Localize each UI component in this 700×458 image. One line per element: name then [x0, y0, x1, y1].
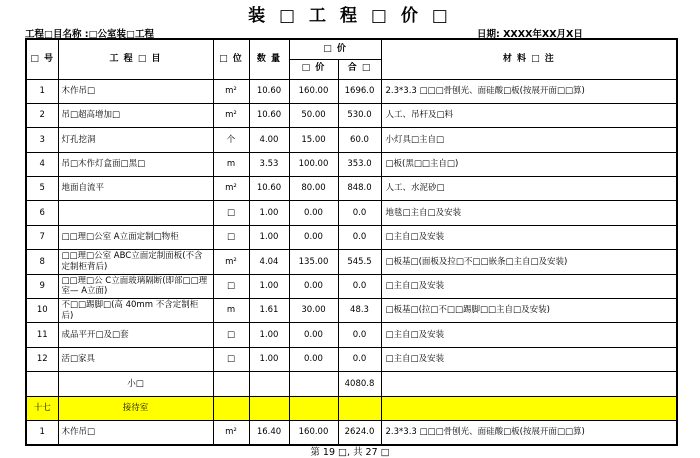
row-no: 1 — [26, 79, 58, 103]
row-qty: 10.60 — [249, 177, 289, 201]
row-item: 不□□踢脚□(高 40mm 不含定制柜后) — [58, 299, 213, 323]
row-unit: m² — [213, 420, 249, 444]
section-row — [26, 396, 677, 420]
row-remark: 2.3*3.3 □□□骨刨光、面硅酸□板(按展开面□□算) — [381, 79, 677, 103]
row-remark: □主自□及安装 — [381, 347, 677, 371]
row-qty: 1.00 — [249, 323, 289, 347]
table-row — [26, 250, 677, 274]
row-remark: 地毯□主自□及安装 — [381, 201, 677, 225]
row-item: 吊□木作灯盒面□黑□ — [58, 152, 213, 176]
page-title: 装 □ 工 程 □ 价 □ — [248, 6, 452, 26]
row-remark — [381, 396, 677, 420]
row-no: 8 — [26, 250, 58, 274]
row-no: 4 — [26, 152, 58, 176]
row-total: 530.0 — [338, 103, 381, 127]
row-unit-price — [289, 396, 338, 420]
row-no: 10 — [26, 299, 58, 323]
row-no: 3 — [26, 128, 58, 152]
row-remark: □板基□(拉□不□□踢脚□□主自□及安装) — [381, 299, 677, 323]
table-row — [26, 177, 677, 201]
info-row — [25, 26, 676, 38]
row-unit-price: 0.00 — [289, 201, 338, 225]
subtotal-row — [26, 372, 677, 396]
row-unit: m² — [213, 250, 249, 274]
table-row — [26, 152, 677, 176]
row-item — [58, 201, 213, 225]
table-row — [26, 347, 677, 371]
row-unit: m² — [213, 79, 249, 103]
header-row-1 — [26, 39, 677, 59]
table-body — [26, 79, 677, 445]
row-qty: 1.00 — [249, 347, 289, 371]
row-unit: m — [213, 299, 249, 323]
row-remark — [381, 372, 677, 396]
row-unit-price: 160.00 — [289, 79, 338, 103]
row-total: 0.0 — [338, 274, 381, 298]
row-no — [26, 372, 58, 396]
row-unit-price: 0.00 — [289, 225, 338, 249]
row-remark: 小灯具□主自□ — [381, 128, 677, 152]
row-remark: 人工、水泥砂□ — [381, 177, 677, 201]
row-qty: 1.00 — [249, 225, 289, 249]
row-unit: □ — [213, 274, 249, 298]
table-row — [26, 128, 677, 152]
table-row — [26, 201, 677, 225]
table-header — [26, 39, 677, 79]
row-qty: 16.40 — [249, 420, 289, 444]
row-unit — [213, 372, 249, 396]
row-item: 木作吊□ — [58, 79, 213, 103]
row-remark: □主自□及安装 — [381, 225, 677, 249]
row-qty: 10.60 — [249, 103, 289, 127]
header-unit: □ 位 — [213, 39, 249, 79]
row-qty: 4.00 — [249, 128, 289, 152]
row-unit-price: 135.00 — [289, 250, 338, 274]
row-item: 地面自流平 — [58, 177, 213, 201]
table-row — [26, 274, 677, 298]
header-item: 工 程 □ 目 — [58, 39, 213, 79]
row-unit: m² — [213, 103, 249, 127]
header-qty: 数 量 — [249, 39, 289, 79]
row-item: □□理□公 C立面玻璃隔断(即部□□理室— A立面) — [58, 274, 213, 298]
row-qty: 1.00 — [249, 201, 289, 225]
row-no: 7 — [26, 225, 58, 249]
row-no: 11 — [26, 323, 58, 347]
row-remark: □板(黑□□主自□) — [381, 152, 677, 176]
row-unit: m² — [213, 177, 249, 201]
row-no: 12 — [26, 347, 58, 371]
header-unit-price: □ 价 — [289, 59, 338, 79]
table-row — [26, 79, 677, 103]
row-remark: 人工、吊杆及□料 — [381, 103, 677, 127]
row-total: 0.0 — [338, 225, 381, 249]
table-row — [26, 323, 677, 347]
row-qty — [249, 372, 289, 396]
row-unit: □ — [213, 323, 249, 347]
row-no: 6 — [26, 201, 58, 225]
row-remark: □主自□及安装 — [381, 323, 677, 347]
row-qty: 1.61 — [249, 299, 289, 323]
row-item: 接待室 — [58, 396, 213, 420]
row-qty — [249, 396, 289, 420]
quotation-table — [25, 38, 678, 446]
row-total: 848.0 — [338, 177, 381, 201]
row-total — [338, 396, 381, 420]
row-no: 1 — [26, 420, 58, 444]
row-total: 0.0 — [338, 323, 381, 347]
row-unit: □ — [213, 347, 249, 371]
table-row — [26, 103, 677, 127]
row-qty: 10.60 — [249, 79, 289, 103]
row-total: 2624.0 — [338, 420, 381, 444]
row-total: 1696.0 — [338, 79, 381, 103]
row-unit-price: 0.00 — [289, 274, 338, 298]
row-unit-price: 15.00 — [289, 128, 338, 152]
row-qty: 1.00 — [249, 274, 289, 298]
row-remark: □板基□(面板及拉□不□□嵌条□主自□及安装) — [381, 250, 677, 274]
row-item: 吊□超高增加□ — [58, 103, 213, 127]
row-total: 60.0 — [338, 128, 381, 152]
header-no: □ 号 — [26, 39, 58, 79]
row-total: 4080.8 — [338, 372, 381, 396]
row-unit-price: 100.00 — [289, 152, 338, 176]
date-label: 日期: XXXX年XX月X日 — [477, 29, 583, 40]
row-item: □□理□公室 ABC立面定制面板(不含定制柜背后) — [58, 250, 213, 274]
row-no: 5 — [26, 177, 58, 201]
row-remark: □主自□及安装 — [381, 274, 677, 298]
row-item: 木作吊□ — [58, 420, 213, 444]
table-row — [26, 420, 677, 444]
row-unit-price — [289, 372, 338, 396]
row-no: 9 — [26, 274, 58, 298]
row-item: 小□ — [58, 372, 213, 396]
row-unit: 个 — [213, 128, 249, 152]
row-no: 2 — [26, 103, 58, 127]
row-total: 353.0 — [338, 152, 381, 176]
row-unit-price: 30.00 — [289, 299, 338, 323]
row-item: 成品平开□及□套 — [58, 323, 213, 347]
row-total: 0.0 — [338, 201, 381, 225]
row-qty: 3.53 — [249, 152, 289, 176]
row-item: 灯孔挖洞 — [58, 128, 213, 152]
project-name-label: 工程□目名称 :□公室装□工程 — [25, 29, 155, 40]
row-unit-price: 50.00 — [289, 103, 338, 127]
header-total: 合 □ — [338, 59, 381, 79]
row-total: 0.0 — [338, 347, 381, 371]
row-unit: □ — [213, 225, 249, 249]
table-row — [26, 299, 677, 323]
row-item: □□理□公室 A立面定制□物柜 — [58, 225, 213, 249]
page-number-footer: 第 19 □, 共 27 □ — [310, 447, 390, 458]
row-unit-price: 80.00 — [289, 177, 338, 201]
row-no: 十七 — [26, 396, 58, 420]
row-unit: □ — [213, 201, 249, 225]
row-remark: 2.3*3.3 □□□骨刨光、面硅酸□板(按展开面□□算) — [381, 420, 677, 444]
row-unit-price: 160.00 — [289, 420, 338, 444]
row-qty: 4.04 — [249, 250, 289, 274]
row-unit: m — [213, 152, 249, 176]
row-unit — [213, 396, 249, 420]
header-remark: 材 料 □ 注 — [381, 39, 677, 79]
table-row — [26, 225, 677, 249]
row-unit-price: 0.00 — [289, 323, 338, 347]
header-price-group: □ 价 — [289, 39, 381, 59]
row-total: 545.5 — [338, 250, 381, 274]
row-total: 48.3 — [338, 299, 381, 323]
row-item: 活□家具 — [58, 347, 213, 371]
row-unit-price: 0.00 — [289, 347, 338, 371]
